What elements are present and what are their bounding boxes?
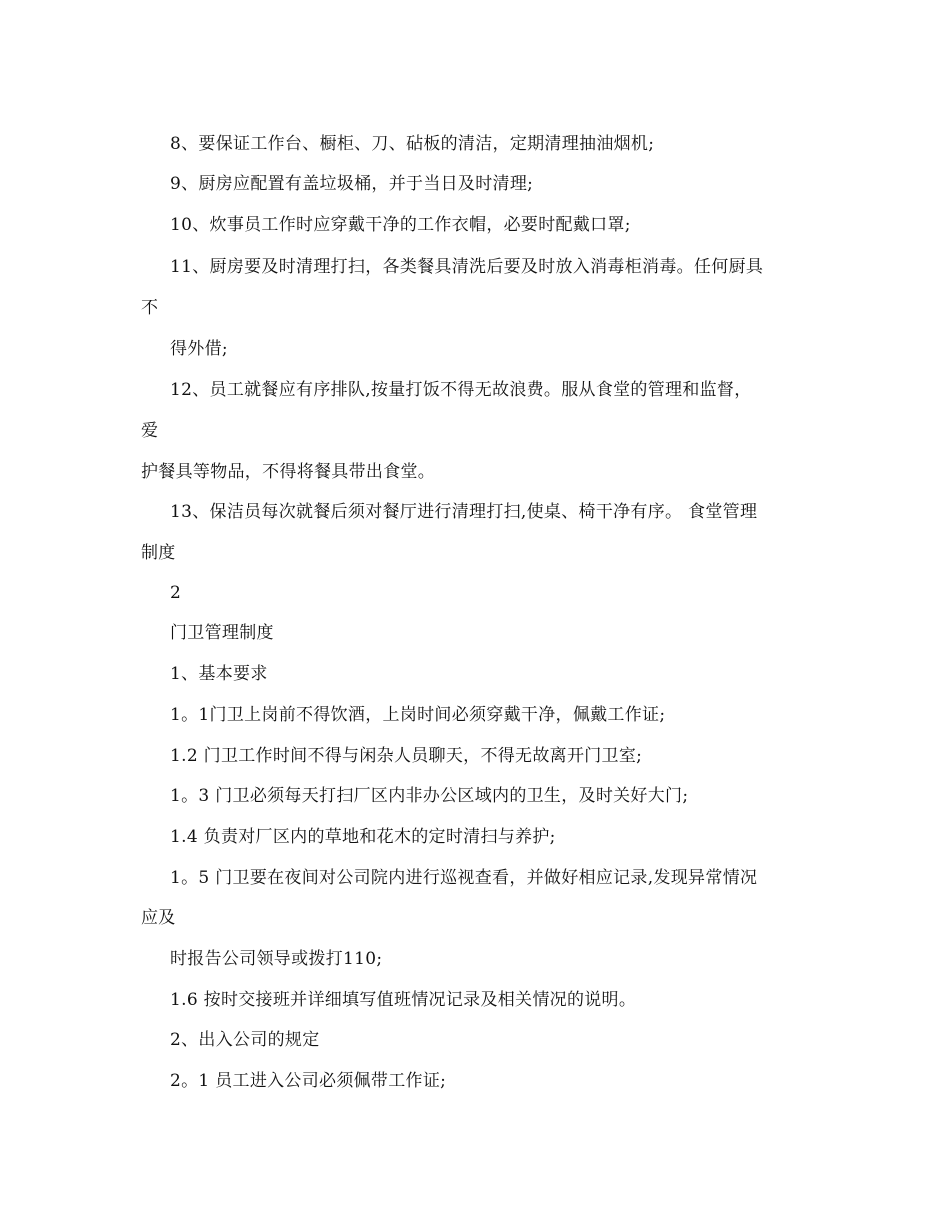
- text-line-13-wrap: 制度: [141, 543, 176, 563]
- text-line-1-2: 1.2 门卫工作时间不得与闲杂人员聊天，不得无故离开门卫室;: [170, 746, 643, 766]
- text-line-13: 13、保洁员每次就餐后须对餐厅进行清理打扫,使桌、椅干净有序。 食堂管理: [170, 502, 758, 522]
- text-line-12-wrap: 爱: [141, 421, 159, 441]
- text-line-1-1: 1。1门卫上岗前不得饮酒，上岗时间必须穿戴干净，佩戴工作证;: [170, 705, 666, 725]
- text-line-1-5-wrap: 应及: [141, 908, 176, 928]
- text-line-11-cont: 得外借;: [170, 339, 228, 359]
- text-line-12: 12、员工就餐应有序排队,按量打饭不得无故浪费。服从食堂的管理和监督，: [170, 380, 752, 400]
- text-line-11-wrap: 不: [141, 298, 159, 318]
- text-line-9: 9、厨房应配置有盖垃圾桶，并于当日及时清理;: [170, 174, 534, 194]
- text-line-12-cont: 护餐具等物品，不得将餐具带出食堂。: [141, 462, 436, 482]
- text-line-1-5: 1。5 门卫要在夜间对公司院内进行巡视查看，并做好相应记录,发现异常情况: [170, 868, 758, 888]
- subsection-heading-1: 1、基本要求: [170, 664, 268, 684]
- section-number: 2: [170, 583, 182, 603]
- text-line-8: 8、要保证工作台、橱柜、刀、砧板的清洁，定期清理抽油烟机;: [170, 134, 655, 154]
- text-line-1-6: 1.6 按时交接班并详细填写值班情况记录及相关情况的说明。: [170, 990, 637, 1010]
- text-line-11: 11、厨房要及时清理打扫，各类餐具清洗后要及时放入消毒柜消毒。任何厨具: [170, 257, 764, 277]
- text-line-2-1: 2。1 员工进入公司必须佩带工作证;: [170, 1071, 447, 1091]
- text-line-1-5-cont: 时报告公司领导或拨打110;: [170, 949, 383, 969]
- text-line-10: 10、炊事员工作时应穿戴干净的工作衣帽，必要时配戴口罩;: [170, 215, 631, 235]
- subsection-heading-2: 2、出入公司的规定: [170, 1030, 320, 1050]
- section-title: 门卫管理制度: [170, 623, 274, 643]
- text-line-1-4: 1.4 负责对厂区内的草地和花木的定时清扫与养护;: [170, 827, 556, 847]
- text-line-1-3: 1。3 门卫必须每天打扫厂区内非办公区域内的卫生，及时关好大门;: [170, 786, 689, 806]
